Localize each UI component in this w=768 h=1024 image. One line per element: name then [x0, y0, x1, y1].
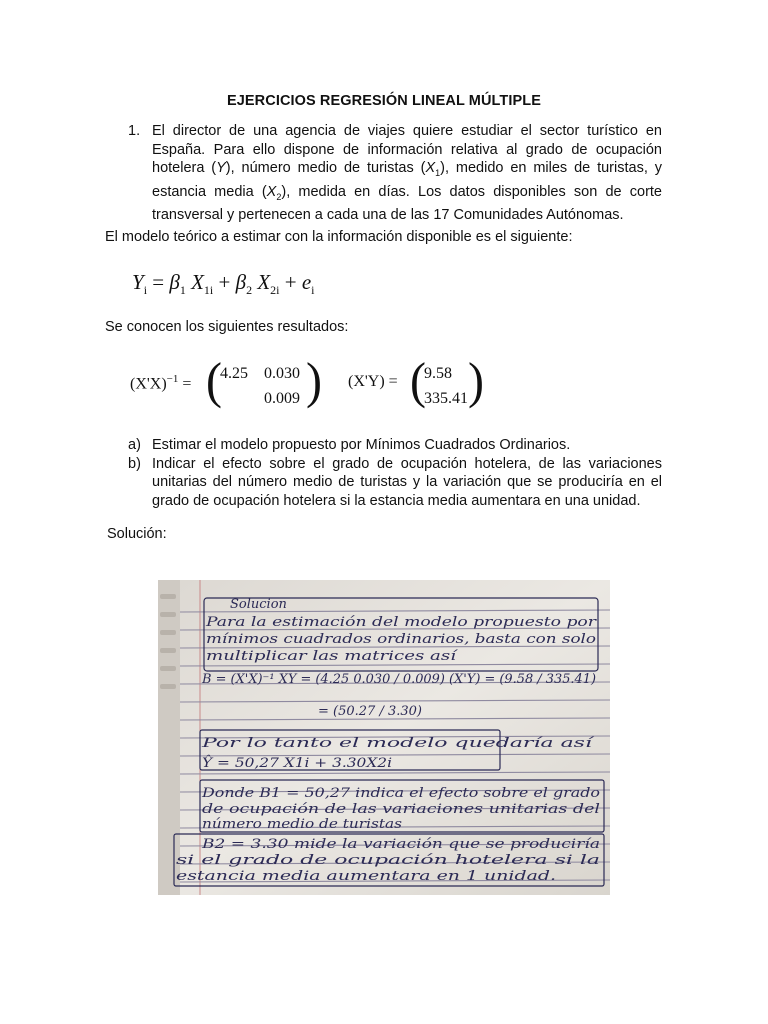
task-a: a) Estimar el modelo propuesto por Mínimos Cuadrados Ordinarios. — [128, 437, 571, 453]
matrix-xy-label: (X'Y) = — [348, 373, 398, 390]
exercise-text: El director de una agencia de viajes quiere estudiar el sector turístico en España. Para ello dispone de información relativa al grado de ocupación hotelera (Y), número medio de turistas $(X_1)$, medido en miles de turistas, y estancia media $(X_2)$, medida en días. Los datos disponibles son de corte transversal y pertenecen a cada una de las 17 Comunidades Autónomas. — [152, 123, 662, 224]
hw-line-7: Ŷ = 50,27 X1i + 3.30X2i — [202, 756, 363, 771]
notebook-paper — [158, 580, 610, 895]
task-list — [128, 436, 662, 510]
matrix-cell-a22: 0.009 — [264, 390, 300, 407]
exercise-number: 1. — [128, 123, 141, 139]
hw-line-5: = (50.27 / 3.30) — [318, 704, 422, 719]
right-paren: ) — [306, 353, 322, 410]
matrix-cell-a11: 4.25 — [220, 365, 248, 382]
hw-line-0: Solucion — [230, 597, 287, 612]
document-title: EJERCICIOS REGRESIÓN LINEAL MÚLTIPLE — [226, 93, 542, 109]
hw-line-3: multiplicar las matrices así — [206, 649, 459, 664]
left-paren: ( — [206, 353, 222, 410]
hw-line-13: estancia media aumentara en 1 unidad. — [176, 869, 556, 884]
hw-line-10: número medio de turistas — [202, 817, 403, 832]
solution-label: Solución: — [107, 526, 167, 542]
hw-line-8: Donde B1 = 50,27 indica el efecto sobre el grado — [200, 786, 601, 801]
hw-line-4: B = (X'X)⁻¹ XY = (4.25 0.030 / 0.009) (X'Y) = (9.58 / 335.41) — [201, 672, 597, 687]
handwritten-solution-photo — [158, 580, 610, 895]
left-paren: ( — [410, 353, 426, 410]
vector-cell-2: 335.41 — [424, 390, 468, 407]
matrix-xx-inverse-label: $(X'X)^{-1}$ = — [130, 373, 192, 393]
hw-line-11: B2 = 3.30 mide la variación que se produciría — [200, 837, 600, 852]
hw-line-2: mínimos cuadrados ordinarios, basta con solo — [206, 632, 597, 647]
matrix-cell-a12: 0.030 — [264, 365, 300, 382]
exercise-1 — [128, 122, 662, 225]
known-results-intro: Se conocen los siguientes resultados: — [105, 319, 349, 335]
model-equation: $Y_i = \beta_1$ $X_{1i} + \beta_2$ $X_{2i} + e_i$ — [132, 270, 315, 298]
hw-line-1: Para la estimación del modelo propuesto por — [204, 615, 598, 630]
vector-cell-1: 9.58 — [424, 365, 452, 382]
hw-line-9: de ocupación de las variaciones unitarias del — [202, 802, 600, 817]
task-b: b) Indicar el efecto sobre el grado de ocupación hotelera, de las variaciones unitarias del número medio de turistas y la variación que se produciría en el grado de ocupación hotelera si la estancia media aumentara en una unidad. — [128, 455, 662, 509]
model-intro: El modelo teórico a estimar con la información disponible es el siguiente: — [105, 229, 573, 245]
right-paren: ) — [468, 353, 484, 410]
hw-line-12: si el grado de ocupación hotelera si la — [176, 853, 600, 868]
hw-line-6: Por lo tanto el modelo quedaría así — [200, 736, 596, 751]
